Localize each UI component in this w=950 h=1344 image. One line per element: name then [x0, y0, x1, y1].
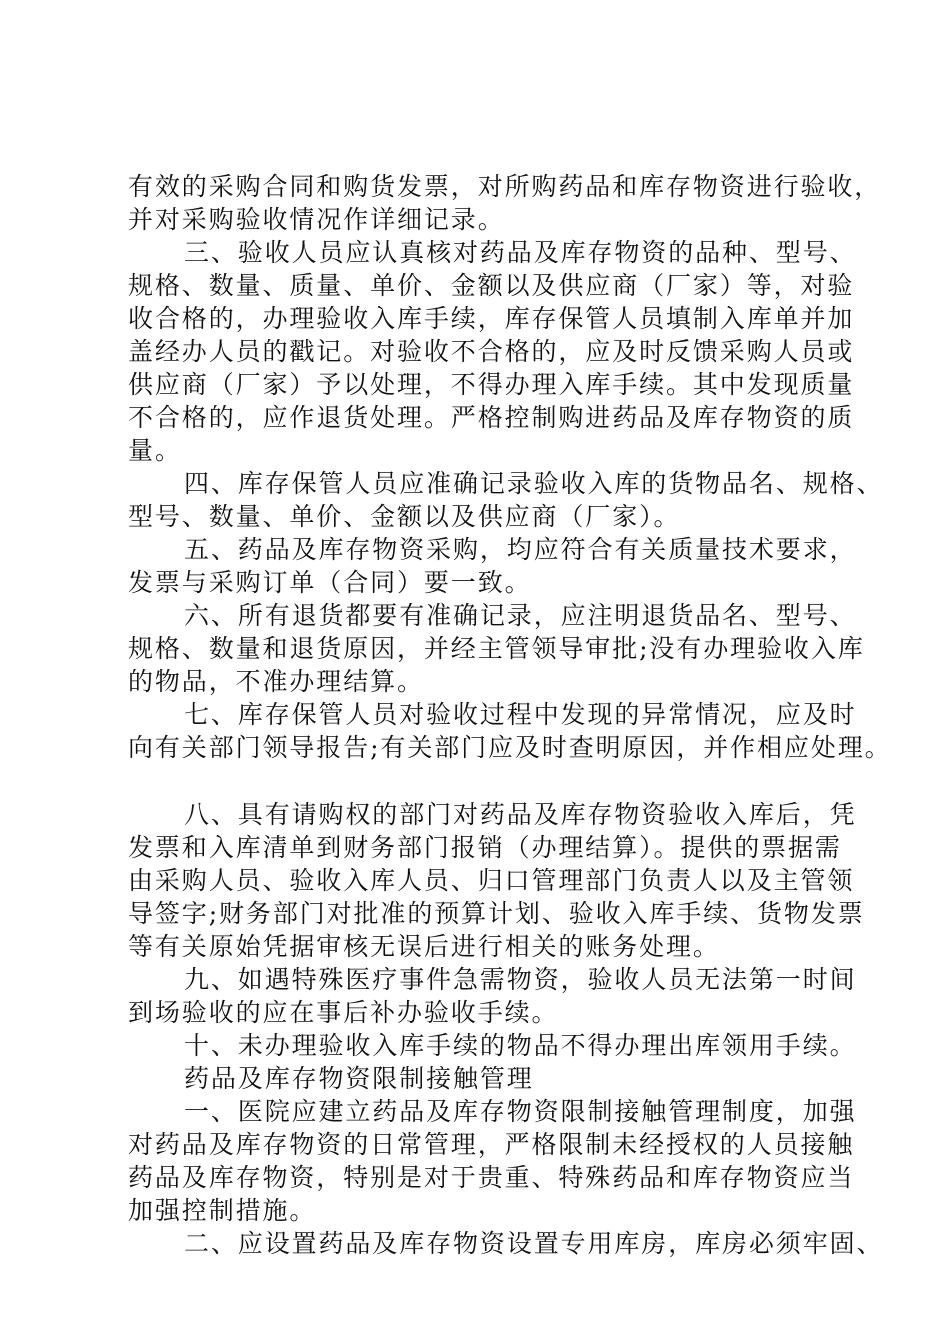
text-line: 型号、数量、单价、金额以及供应商（厂家）。 [128, 502, 681, 531]
text-line: 有效的采购合同和购货发票，对所购药品和库存物资进行验收， [128, 172, 882, 201]
paragraph-start-line: 一、医院应建立药品及库存物资限制接触管理制度，加强 [184, 1097, 857, 1126]
paragraph-start-line: 十、未办理验收入库手续的物品不得办理出库领用手续。 [184, 1031, 857, 1060]
paragraph-start-line: 八、具有请购权的部门对药品及库存物资验收入库后，凭 [184, 800, 857, 829]
paragraph-gap [128, 764, 844, 798]
text-line: 量。 [128, 436, 182, 465]
text-line: 发票与采购订单（合同）要一致。 [128, 568, 532, 597]
paragraph-start-line: 五、药品及库存物资采购，均应符合有关质量技术要求， [184, 535, 857, 564]
text-line: 等有关原始凭据审核无误后进行相关的账务处理。 [128, 932, 720, 961]
paragraph-start-line: 二、应设置药品及库存物资设置专用库房，库房必须牢固、 [184, 1229, 884, 1258]
paragraph-start-line: 七、库存保管人员对验收过程中发现的异常情况，应及时 [184, 700, 857, 729]
text-line: 向有关部门领导报告;有关部门应及时查明原因，并作相应处理。 [128, 733, 892, 762]
text-line: 并对采购验收情况作详细记录。 [128, 205, 505, 234]
text-line: 不合格的，应作退货处理。严格控制购进药品及库存物资的质 [128, 403, 855, 432]
text-line: 盖经办人员的戳记。对验收不合格的，应及时反馈采购人员或 [128, 337, 855, 366]
document-body [128, 170, 892, 1260]
text-line: 加强控制措施。 [128, 1196, 317, 1225]
paragraph-start-line: 六、所有退货都要有准确记录，应注明退货品名、型号、 [184, 601, 857, 630]
text-line: 导签字;财务部门对批准的预算计划、验收入库手续、货物发票 [128, 899, 865, 928]
text-line: 发票和入库清单到财务部门报销（办理结算）。提供的票据需 [128, 833, 842, 862]
text-line: 的物品，不准办理结算。 [128, 667, 424, 696]
text-line: 药品及库存物资，特别是对于贵重、特殊药品和库存物资应当 [128, 1163, 855, 1192]
text-line: 供应商（厂家）予以处理，不得办理入库手续。其中发现质量 [128, 370, 855, 399]
paragraph-start-line: 九、如遇特殊医疗事件急需物资，验收人员无法第一时间 [184, 965, 857, 994]
text-line: 收合格的，办理验收入库手续，库存保管人员填制入库单并加 [128, 304, 855, 333]
text-line: 由采购人员、验收入库人员、归口管理部门负责人以及主管领 [128, 866, 855, 895]
text-line: 规格、数量和退货原因，并经主管领导审批;没有办理验收入库 [128, 634, 865, 663]
paragraph-start-line: 三、验收人员应认真核对药品及库存物资的品种、型号、 [184, 238, 857, 267]
text-line: 规格、数量、质量、单价、金额以及供应商（厂家）等，对验 [128, 271, 855, 300]
section-heading: 药品及库存物资限制接触管理 [184, 1064, 534, 1093]
text-line: 到场验收的应在事后补办验收手续。 [128, 998, 559, 1027]
text-line: 对药品及库存物资的日常管理，严格限制未经授权的人员接触 [128, 1130, 855, 1159]
paragraph-start-line: 四、库存保管人员应准确记录验收入库的货物品名、规格、 [184, 469, 884, 498]
